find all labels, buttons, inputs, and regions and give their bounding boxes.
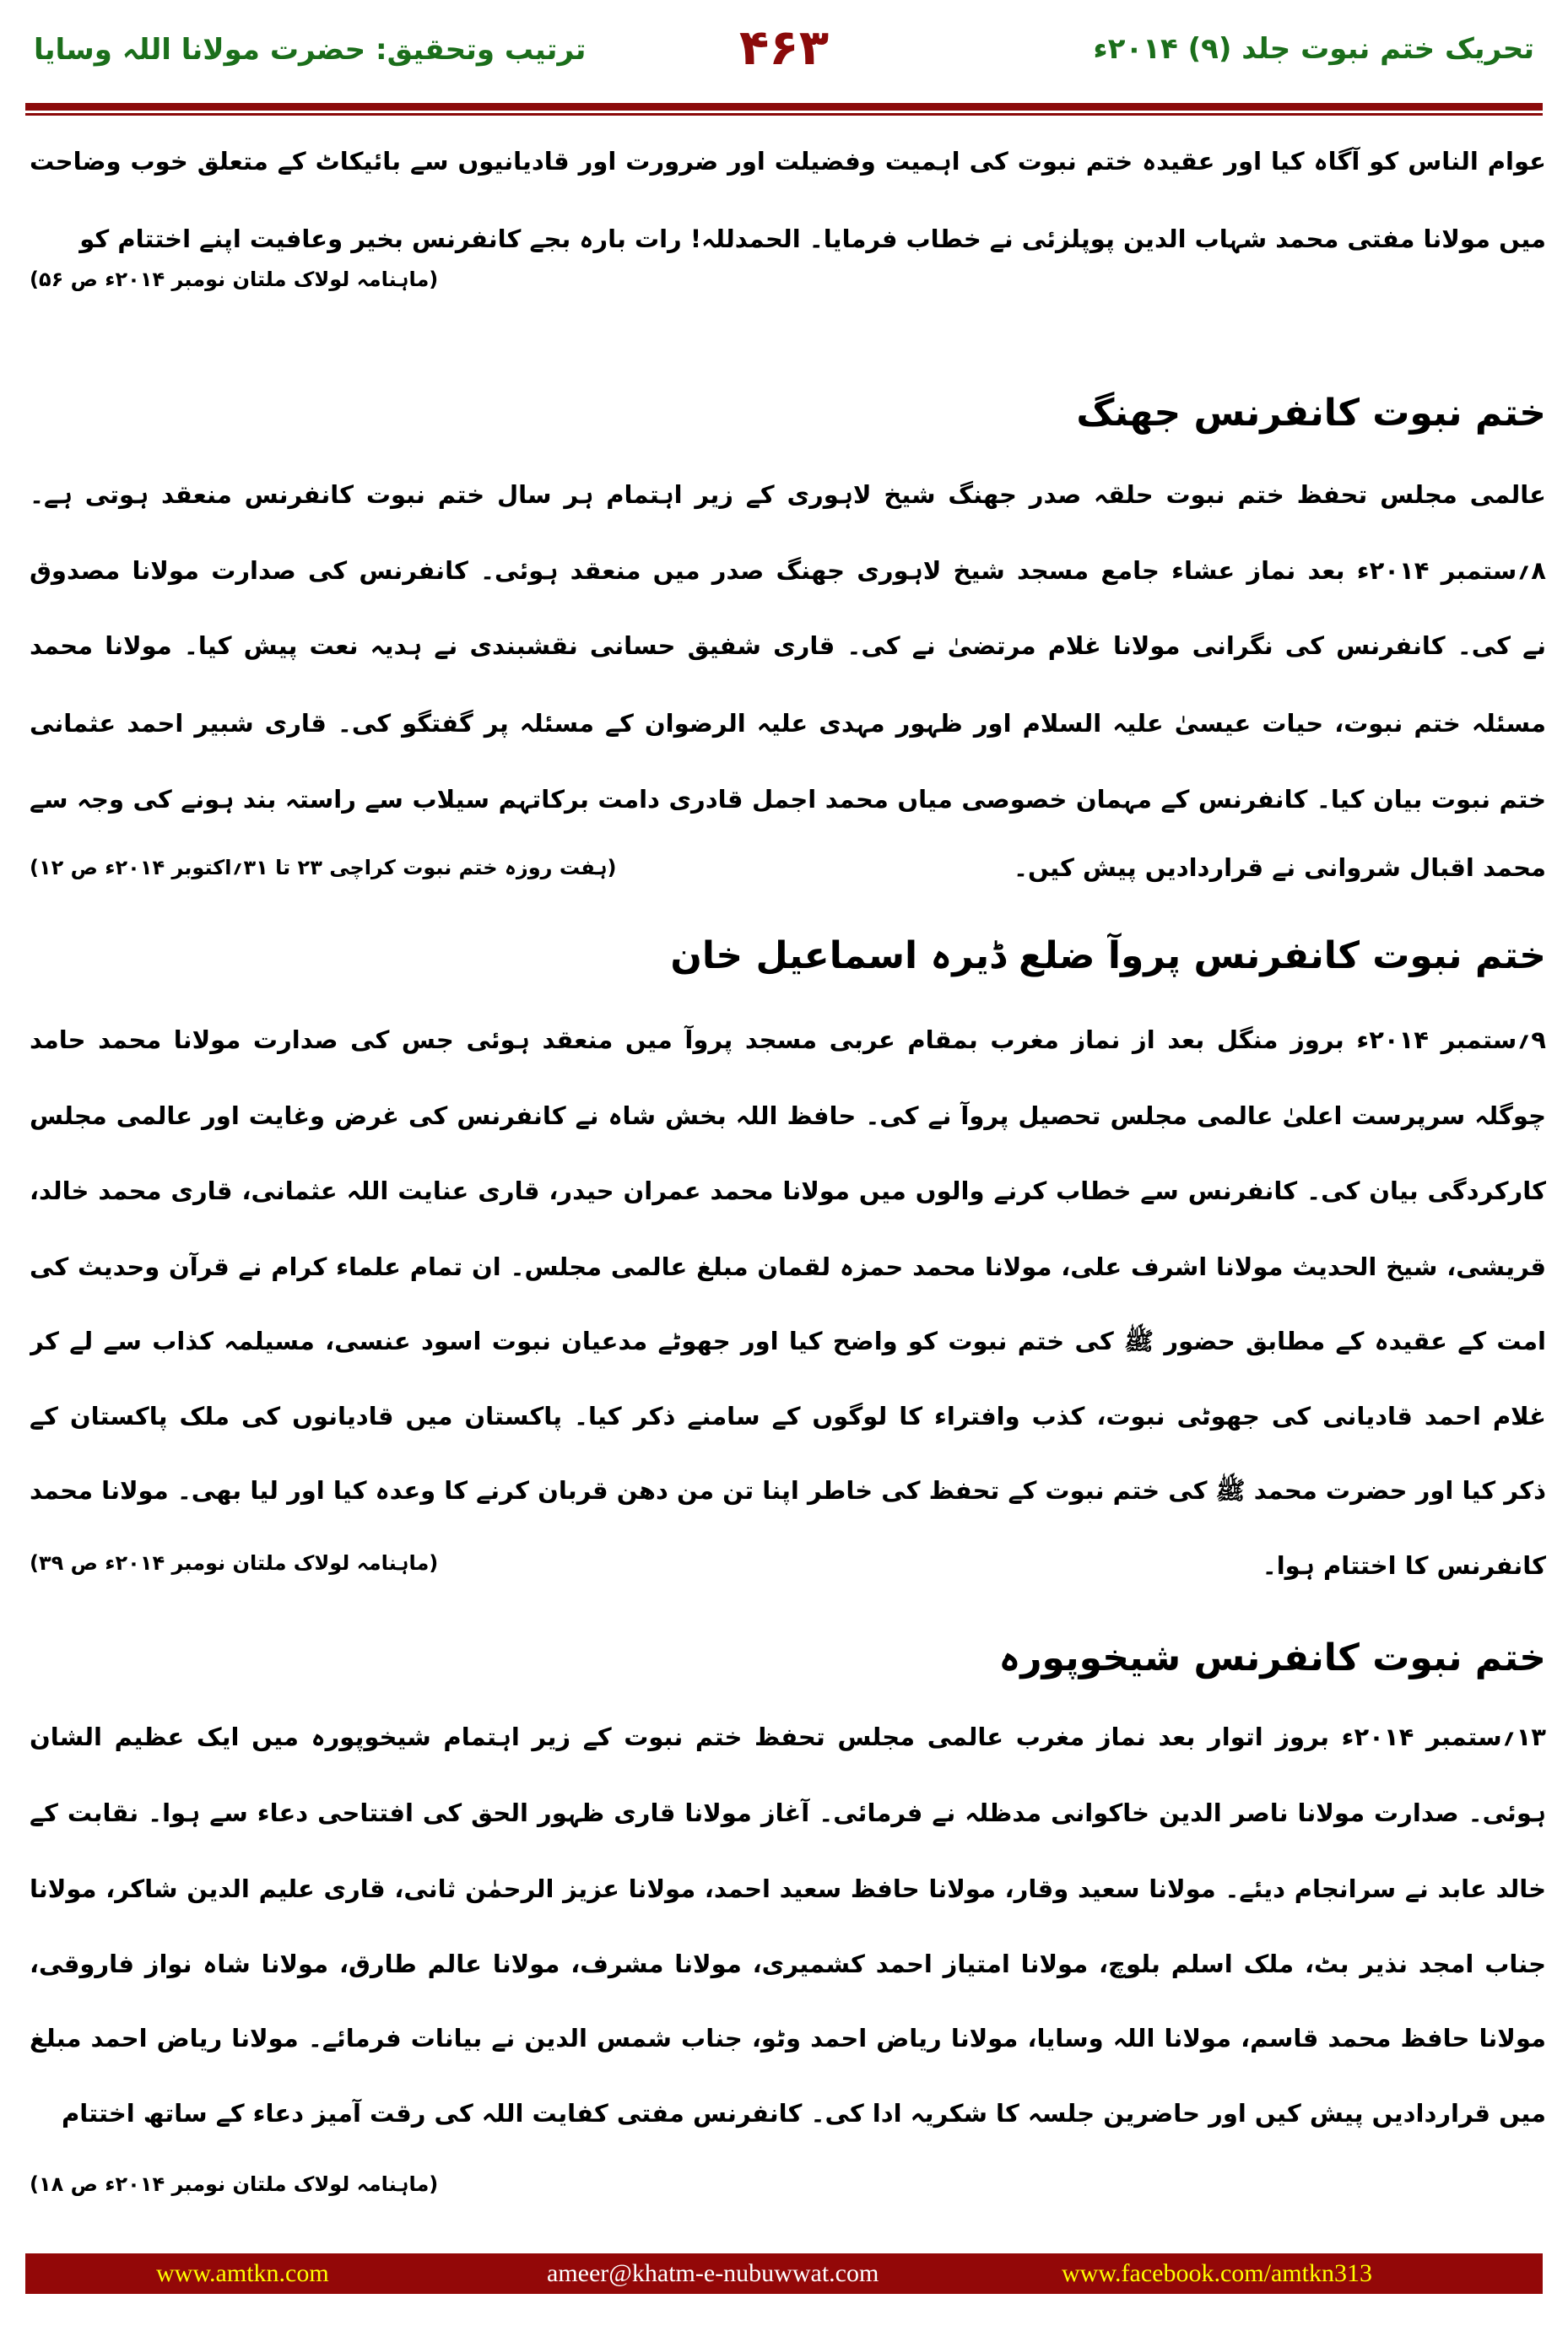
text-line: ۱۳؍ستمبر ۲۰۱۴ء بروز اتوار بعد نماز مغرب عالمی مجلس تحفظ ختم نبوت کے زیر اہتمام شیخوپورہ میں ایک عظیم الشان — [30, 1723, 1546, 1751]
compiler-credit: ترتیب وتحقیق: حضرت مولانا اللہ وسایا — [34, 33, 587, 67]
text-line: جناب امجد نذیر بٹ، ملک اسلم بلوچ، مولانا امتیاز احمد کشمیری، مولانا مشرف، مولانا عالم طارق، مولانا شاہ نواز فاروقی، — [30, 1950, 1546, 1978]
text-line: چوگلہ سرپرست اعلیٰ عالمی مجلس تحصیل پروآ نے کی۔ حافظ اللہ بخش شاہ نے کانفرنس کی غرض وغایت اور عالمی مجلس — [30, 1101, 1546, 1130]
citation: (ماہنامہ لولاک ملتان نومبر ۲۰۱۴ء ص ۳۹) — [30, 1551, 439, 1575]
header-rule-thin — [25, 113, 1543, 116]
facebook-link[interactable]: www.facebook.com/amtkn313 — [1062, 2259, 1372, 2287]
text-line: عالمی مجلس تحفظ ختم نبوت حلقہ صدر جھنگ شیخ لاہوری کے زیر اہتمام ہر سال ختم نبوت کانفرنس منعقد ہوتی ہے۔ — [30, 480, 1546, 509]
citation: (ماہنامہ لولاک ملتان نومبر ۲۰۱۴ء ص ۵۶) — [30, 268, 439, 291]
text-line: نے کی۔ کانفرنس کی نگرانی مولانا غلام مرتضیٰ نے کی۔ قاری شفیق حسانی نقشبندی نے ہدیہ نعت پیش کیا۔ مولانا محمد — [30, 631, 1546, 660]
text-line: میں قراردادیں پیش کیں اور حاضرین جلسہ کا شکریہ ادا کی۔ کانفرنس مفتی کفایت اللہ کی رقت آمیز دعاء کے ساتھ اختتام — [62, 2099, 1546, 2128]
text-line: عوام الناس کو آگاہ کیا اور عقیدہ ختم نبوت کی اہمیت وفضیلت اور ضرورت اور قادیانیوں سے بائیکاٹ کے متعلق خوب وضاحت — [30, 147, 1546, 176]
page-number: ۴۶۳ — [738, 19, 830, 76]
text-line: غلام احمد قادیانی کی جھوٹی نبوت، کذب وافتراء کا لوگوں کے سامنے ذکر کیا۔ پاکستان میں قادیانوں کی ملک پاکستان کے — [30, 1402, 1546, 1431]
text-line: میں مولانا مفتی محمد شہاب الدین پوپلزئی نے خطاب فرمایا۔ الحمدللہ! رات بارہ بجے کانفرنس بخیر وعافیت اپنے اختتام کو — [79, 224, 1546, 253]
text-line: ۹؍ستمبر ۲۰۱۴ء بروز منگل بعد از نماز مغرب بمقام عربی مسجد پروآ میں منعقد ہوئی جس کی صدارت مولانا محمد حامد — [30, 1025, 1546, 1054]
text-line: ذکر کیا اور حضرت محمد ﷺ کی ختم نبوت کے تحفظ کی خاطر اپنا تن من دھن قربان کرنے کا وعدہ کیا اور لیا بھی۔ مولانا محمد — [30, 1476, 1546, 1505]
text-line: قریشی، شیخ الحدیث مولانا اشرف علی، مولانا محمد حمزہ لقمان مبلغ عالمی مجلس۔ ان تمام علماء کرام نے قرآن وحدیث کی — [30, 1252, 1546, 1281]
section-heading: ختم نبوت کانفرنس شیخوپورہ — [998, 1636, 1546, 1679]
email-link[interactable]: ameer@khatm-e-nubuwwat.com — [547, 2259, 879, 2287]
text-line: خالد عابد نے سرانجام دیئے۔ مولانا سعید وقار، مولانا حافظ سعید احمد، مولانا عزیز الرحمٰن ثانی، قاری علیم الدین شاکر، مولانا — [30, 1874, 1546, 1903]
book-title: تحریک ختم نبوت جلد (۹) ۲۰۱۴ء — [1093, 32, 1534, 66]
text-line: مسئلہ ختم نبوت، حیات عیسیٰ علیہ السلام اور ظہور مہدی علیہ الرضوان کے مسئلہ پر گفتگو کی۔ قاری شبیر احمد عثمانی — [30, 709, 1546, 738]
text-line: ختم نبوت بیان کیا۔ کانفرنس کے مہمان خصوصی میاں محمد اجمل قادری دامت برکاتہم سیلاب سے راستہ بند ہونے کی وجہ سے — [30, 785, 1546, 814]
header-rule-thick — [25, 103, 1543, 111]
text-line: ہوئی۔ صدارت مولانا ناصر الدین خاکوانی مدظلہ نے فرمائی۔ آغاز مولانا قاری ظہور الحق کی افتتاحی دعاء سے ہوا۔ نقابت کے — [30, 1798, 1546, 1827]
text-line: ۸؍ستمبر ۲۰۱۴ء بعد نماز عشاء جامع مسجد شیخ لاہوری جھنگ صدر میں منعقد ہوئی۔ کانفرنس کی صدارت مولانا مصدوق — [30, 556, 1546, 585]
footer-bar — [25, 2253, 1543, 2294]
citation: (ماہنامہ لولاک ملتان نومبر ۲۰۱۴ء ص ۱۸) — [30, 2172, 439, 2196]
citation: (ہفت روزہ ختم نبوت کراچی ۲۳ تا ۳۱؍اکتوبر ۲۰۱۴ء ص ۱۲) — [30, 856, 617, 879]
section-heading: ختم نبوت کانفرنس جھنگ — [1076, 392, 1546, 435]
text-line: مولانا حافظ محمد قاسم، مولانا اللہ وسایا، مولانا ریاض احمد وٹو، جناب شمس الدین نے بیانات فرمائے۔ مولانا ریاض احمد مبلغ — [30, 2024, 1546, 2053]
text-line: کارکردگی بیان کی۔ کانفرنس سے خطاب کرنے والوں میں مولانا محمد عمران حیدر، قاری عنایت اللہ عثمانی، قاری محمد خالد، — [30, 1176, 1546, 1205]
website-link[interactable]: www.amtkn.com — [156, 2259, 329, 2287]
text-line: کانفرنس کا اختتام ہوا۔ — [1262, 1551, 1546, 1580]
text-line: محمد اقبال شروانی نے قراردادیں پیش کیں۔ — [1014, 853, 1546, 882]
text-line: امت کے عقیدہ کے مطابق حضور ﷺ کی ختم نبوت کو واضح کیا اور جھوٹے مدعیان نبوت اسود عنسی، مسیلمہ کذاب سے لے کر — [30, 1327, 1546, 1355]
section-heading: ختم نبوت کانفرنس پروآ ضلع ڈیرہ اسماعیل خان — [670, 934, 1546, 977]
